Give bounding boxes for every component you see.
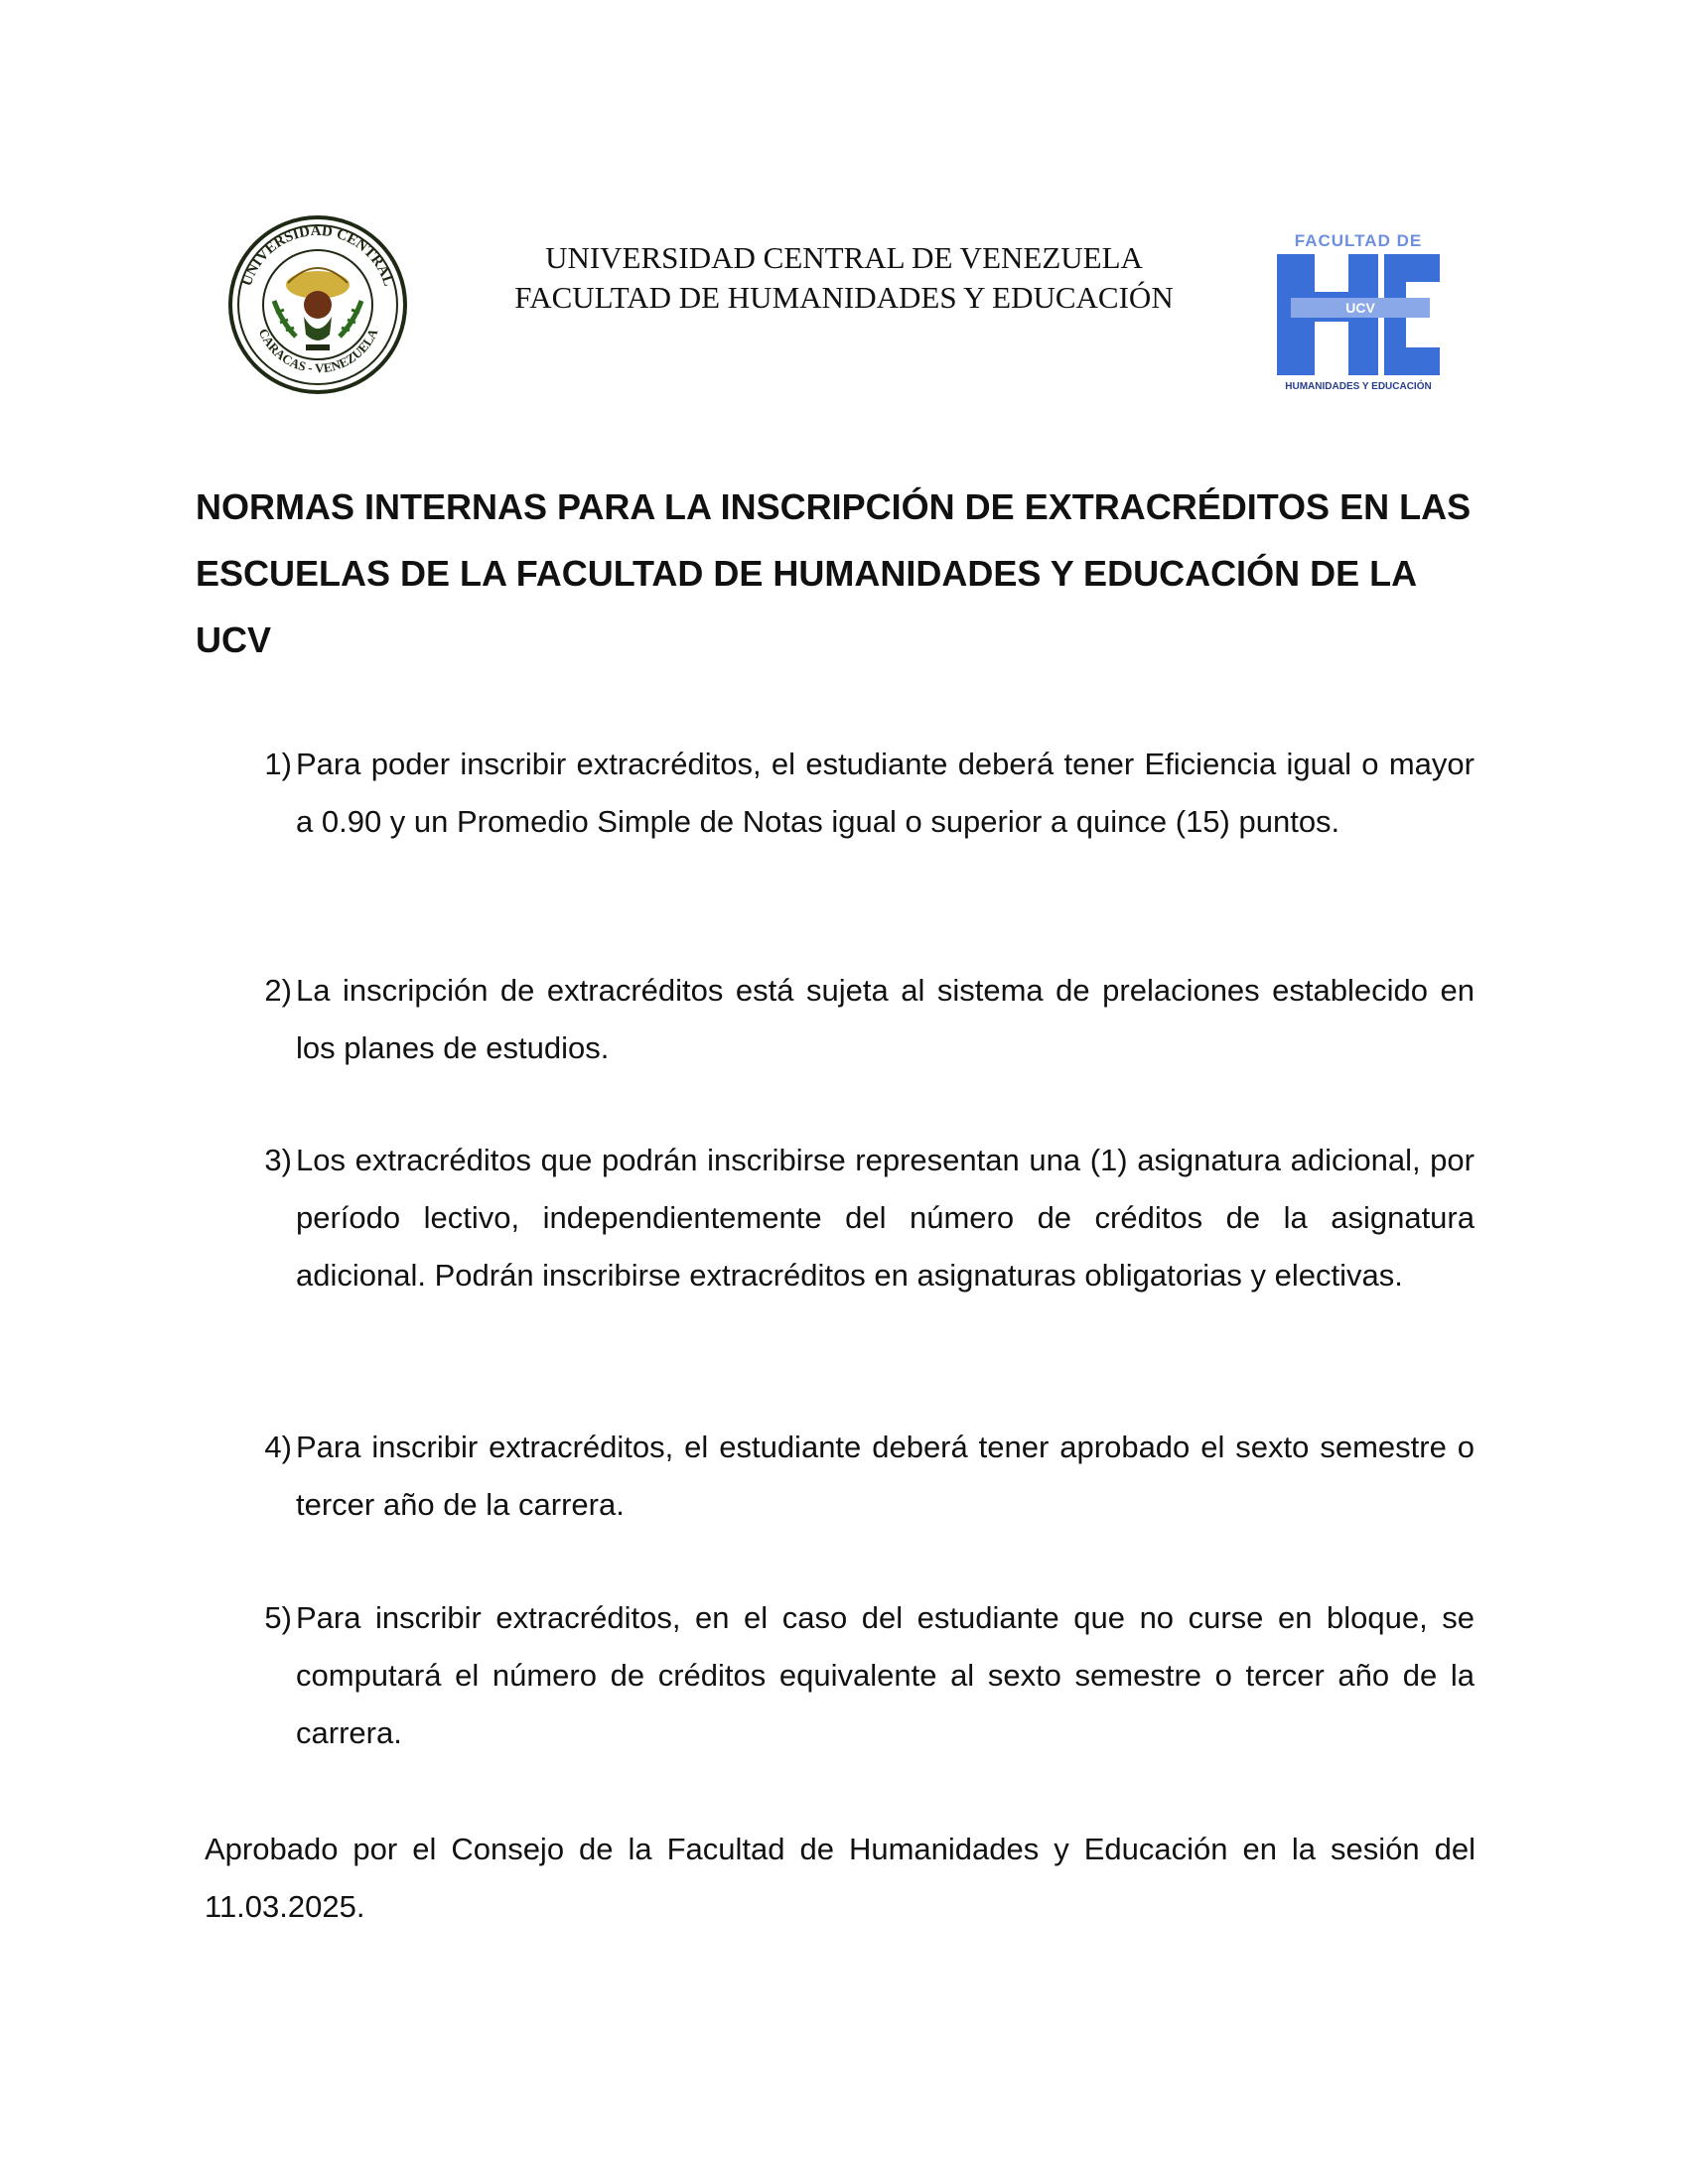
rule-item [238, 1589, 1475, 1762]
university-name: UNIVERSIDAD CENTRAL DE VENEZUELA [545, 240, 1143, 275]
institution-header [417, 238, 1271, 318]
rule-number: 4) [264, 1430, 292, 1464]
rule-text: Para inscribir extracréditos, en el caso del estudiante que no curse en bloque, se computará el número de créditos equivalente al sexto semestre o tercer año de la carrera. [296, 1600, 1475, 1750]
ucv-seal-icon [226, 213, 410, 397]
fhe-logo-icon [1273, 228, 1444, 393]
rule-number: 2) [264, 973, 292, 1008]
rule-text: La inscripción de extracréditos está sujeta al sistema de prelaciones establecido en los planes de estudios. [296, 973, 1475, 1065]
rule-text: Para inscribir extracréditos, el estudiante deberá tener aprobado el sexto semestre o tercer año de la carrera. [296, 1430, 1475, 1522]
svg-text:UCV: UCV [1345, 300, 1375, 316]
svg-text:UNIVERSIDAD CENTRAL: UNIVERSIDAD CENTRAL [238, 222, 397, 289]
rule-item [238, 962, 1475, 1077]
svg-text:HUMANIDADES Y EDUCACIÓN: HUMANIDADES Y EDUCACIÓN [1285, 381, 1432, 392]
rule-text: Los extracréditos que podrán inscribirse representan una (1) asignatura adicional, por período lectivo, independientemente del número de créditos de la asignatura adicional. Podrán inscribirse extracréditos en asignaturas obligatorias y electivas. [296, 1143, 1475, 1293]
rule-item [238, 736, 1475, 851]
rule-item [238, 1132, 1475, 1304]
rule-number: 5) [264, 1600, 292, 1635]
svg-text:CARACAS - VENEZUELA: CARACAS - VENEZUELA [255, 326, 381, 376]
svg-text:FACULTAD DE: FACULTAD DE [1294, 231, 1423, 250]
rule-item [238, 1419, 1475, 1534]
rule-text: Para poder inscribir extracréditos, el estudiante deberá tener Eficiencia igual o mayor a 0.90 y un Promedio Simple de Notas igual o superior a quince (15) puntos. [296, 747, 1475, 839]
document-title: NORMAS INTERNAS PARA LA INSCRIPCIÓN DE EXTRACRÉDITOS EN LAS ESCUELAS DE LA FACULTAD DE HUMANIDADES Y EDUCACIÓN DE LA UCV [196, 486, 1472, 660]
faculty-name: FACULTAD DE HUMANIDADES Y EDUCACIÓN [514, 280, 1174, 315]
rule-number: 3) [264, 1143, 292, 1177]
rule-number: 1) [264, 747, 292, 781]
approval-note: Aprobado por el Consejo de la Facultad de Humanidades y Educación en la sesión del 11.03.2025. [205, 1832, 1476, 1924]
